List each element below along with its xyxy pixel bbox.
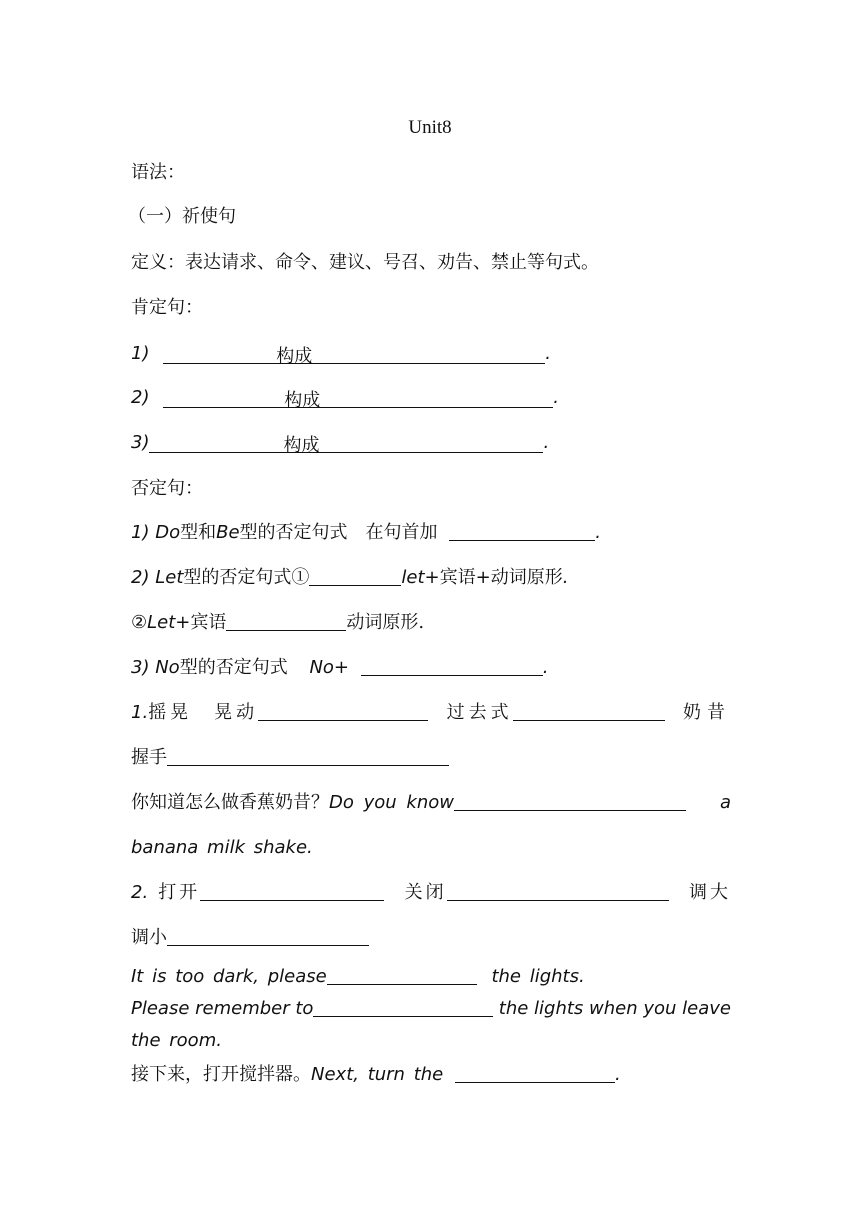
negative-row-3 [131,656,548,680]
sentence-en: Next, turn the [311,1064,444,1085]
q1-question-end: banana milk shake. [131,837,313,858]
turn-on-label: 打开 [158,882,201,903]
affirmative-row-2 [131,386,559,410]
do-keyword: Do [155,522,181,543]
turn-up-label: 调大 [689,882,731,903]
past-tense-label: 过去式 [446,702,513,723]
item-number: 3) [131,432,150,453]
item-number: 1) [131,522,150,543]
section-imperative: （一）祈使句 [128,206,236,227]
be-keyword: Be [216,522,240,543]
blank-hint: 构成 [276,346,313,367]
item-number: 2) [131,567,150,588]
period: . [543,432,550,453]
sentence-text: the lights. [491,966,585,987]
period: . [595,522,601,543]
text: 型的否定句式 在句首加 [239,522,438,543]
negative-label: 否定句： [131,478,203,499]
answer-blank[interactable] [313,998,493,1017]
text: 动词原形 [346,612,419,633]
answer-blank[interactable] [309,567,401,586]
q1-vocab-row [131,701,731,725]
answer-blank[interactable] [327,966,477,985]
plus: + [475,567,491,588]
q2-sentence-2 [131,997,731,1021]
let-plus: Let+ [147,612,191,633]
answer-blank[interactable] [167,747,449,766]
shake-hands-label: 握手 [131,747,167,768]
blank-hint: 构成 [284,390,321,411]
q1-shake-hands-row [131,746,449,770]
period: . [553,387,559,408]
period: . [562,567,569,588]
question-en: Do you know [329,792,454,813]
negative-row-2 [131,566,568,590]
answer-blank[interactable] [258,702,428,721]
period: . [418,612,425,633]
let-keyword: Let [155,567,184,588]
answer-blank[interactable] [454,792,686,811]
affirmative-row-1 [131,342,551,366]
circle-2: ② [131,612,148,633]
sentence-text: It is too dark, please [131,966,327,987]
let-plus: let+ [401,567,440,588]
answer-blank[interactable] [200,882,384,901]
no-plus: No+ [309,657,349,678]
q1-question-row [131,791,731,815]
shake-label: 摇晃 晃动 [148,702,259,723]
text: 宾语 [439,567,476,588]
q2-sentence-2-end: the room. [131,1030,222,1051]
answer-blank[interactable] [449,522,595,541]
definition-line: 定义：表达请求、命令、建议、号召、劝告、禁止等句式。 [131,252,599,273]
milkshake-label: 奶昔 [683,702,731,723]
negative-row-2b [131,611,424,635]
answer-blank[interactable] [163,345,545,367]
negative-row-1 [131,521,601,545]
page-title: Unit8 [408,117,452,138]
answer-blank[interactable] [163,389,553,411]
period: . [545,343,551,364]
answer-blank[interactable] [167,927,369,946]
q2-sentence-3 [131,1063,621,1087]
affirmative-row-3 [131,431,549,455]
q2-vocab-row [131,881,731,905]
period: . [542,657,549,678]
text: 宾语 [190,612,227,633]
answer-blank[interactable] [447,882,669,901]
item-number: 2) [131,387,150,408]
q2-sentence-1 [131,965,585,989]
question-zh: 你知道怎么做香蕉奶昔？ [131,792,329,813]
item-number: 1. [131,702,149,723]
answer-blank[interactable] [226,612,346,631]
text: 动词原形 [490,567,563,588]
item-number: 3) [131,657,150,678]
answer-blank[interactable] [361,657,543,676]
item-number: 2. [131,882,149,903]
affirmative-label: 肯定句： [131,297,203,318]
sentence-text: Please remember to [131,998,314,1019]
text: 型的否定句式① [183,567,310,588]
text: 型和 [180,522,217,543]
article: a [719,792,731,813]
text: 型的否定句式 [179,657,288,678]
answer-blank[interactable] [513,702,665,721]
no-keyword: No [155,657,180,678]
item-number: 1) [131,343,150,364]
answer-blank[interactable] [149,434,543,456]
blank-hint: 构成 [283,435,320,456]
turn-off-label: 关闭 [404,882,447,903]
answer-blank[interactable] [455,1064,615,1083]
q2-turn-down-row [131,926,369,950]
sentence-zh: 接下来，打开搅拌器。 [131,1064,311,1085]
turn-down-label: 调小 [131,927,167,948]
period: . [614,1064,621,1085]
sentence-text: the lights when you leave [498,998,731,1019]
grammar-heading: 语法： [131,162,185,183]
